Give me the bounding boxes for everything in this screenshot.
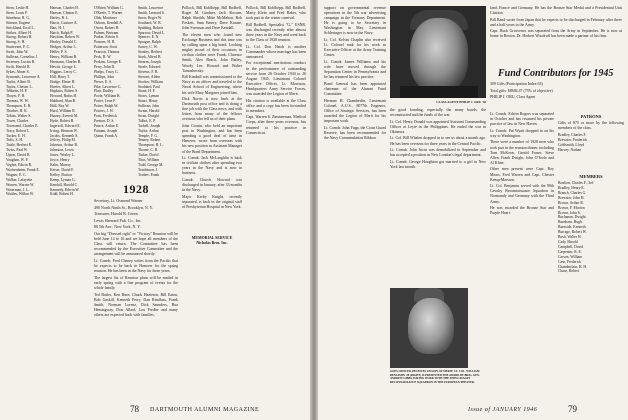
name-entry: Peck, R. W. [94, 55, 112, 60]
members-heading: MEMBERS [579, 174, 603, 179]
name-entry: Hedges, Arthur L. [50, 45, 77, 50]
name-entry: Ingersoll, Edward E. [50, 123, 81, 128]
name-entry: Porter, Leon F. [94, 99, 116, 104]
name-entry: Steele, Edward [138, 64, 161, 69]
name-entry: Sprague, Ralph [138, 40, 161, 45]
article-paragraph: Lt. Comdr. George Houghton got married to a girl in New York last month. [390, 159, 486, 169]
article-paragraph: Lt. Col. Henry Donald was appointed Assistant Commanding Officer at Leyte in the Philippines. He ended the war in Okinawa. [390, 119, 486, 134]
memorial-label: MEMORIAL SERVICE [191, 236, 233, 240]
name-entry: Walker, Lafayette [6, 177, 33, 182]
name-entry: Joyce, Henry [50, 158, 70, 163]
name-entry: Talbot, E. P. [138, 118, 156, 123]
name-entry: Stinehour, R. G. [6, 15, 30, 20]
name-entry: Patterson, Scott [94, 45, 118, 50]
fund-agent: PHILIP J. ORU, Class Agent [490, 95, 536, 100]
name-entry: Spencer, E. N. [138, 35, 160, 40]
issue-date: JANUARY 1946 [492, 407, 538, 413]
legion-of-merit-photo [390, 288, 468, 368]
name-entry: Hermann, Charles B. [50, 59, 82, 64]
name-entry: Waterman, J. L. [6, 187, 30, 192]
name-entry: Sparrow, David L. [138, 30, 166, 35]
name-entry: Wagner, E. C. [6, 172, 27, 177]
name-entry: Putnam, Joseph [94, 128, 118, 133]
class-treasurer: Treasurer, Harold B. Green [94, 211, 138, 216]
class-agent-photo [390, 6, 486, 98]
name-entry: Case, Frederick [558, 259, 582, 264]
name-entry: Johnson, Arthur B. [50, 143, 78, 148]
name-entry: Olds, Mortimer [94, 15, 117, 20]
name-entry: Taylor, Arthur [138, 128, 159, 133]
name-entry: Stark, Alfred B. [138, 55, 162, 60]
name-entry: Smith, Leonard S. [138, 10, 165, 15]
article-paragraph: Lt. Col. Don Hatch is another Commander whose marriage has been announced. [246, 44, 306, 59]
name-entry: Tobias, Walter S. [6, 113, 32, 118]
name-entry: Jones, Wesley L. [50, 153, 75, 158]
name-entry: O'Brien, William G. [94, 6, 124, 10]
name-entry: Tinker, David [138, 153, 159, 158]
name-entry: Hubbard, Alan R. [50, 99, 77, 104]
name-entry: Henry, William B. [50, 55, 77, 60]
class-treasurer-address: 80 5th Ave., New York, N. Y. [94, 224, 141, 229]
name-entry: Sturtevant, F. C. [6, 45, 30, 50]
name-entry: Wattles, Wilbur W. [6, 192, 34, 197]
names-column-1 [6, 6, 48, 386]
article-paragraph: Lt. Comdr. Fred Cheney writes from the Pacific that he expects to be back in Hanover for the spring reunion. He has been in the Navy for three years. [94, 258, 178, 274]
article-paragraph: Bond General has been appointed chairman of the Alumni Fund Committee. [324, 81, 386, 97]
name-entry: Bradley, Charles F. [558, 132, 587, 137]
name-entry: Stevens, F. B. [138, 69, 159, 74]
article-paragraph: The eleven men who found new Exchange Business and this time was by calling upon a big bond. Looking mighty proud of their occasions in civilian clothes were Frank, Clarence Smith, Alex Beach, John Bailey, Woody Lee, Howard and Walter Tomashevsky. [182, 32, 242, 73]
name-entry: Stuart, Henry [138, 99, 158, 104]
name-entry: Vaughan, W. F. [6, 158, 29, 163]
name-entry: Swan, Dwight [138, 113, 160, 118]
article-column-5 [182, 6, 242, 386]
article-paragraph: support on governmental revenue operations in the 5th war advertising campaign in the Treasury Department. He is going to be Secretary in Washington in May. Lieutenant Schlesinger is now in the Navy. [324, 6, 386, 36]
name-entry: Harley, R. L. [50, 15, 70, 20]
name-entry: Campbell, David [558, 244, 584, 249]
name-entry: Thayer, F. B. [6, 94, 26, 99]
class-treasurer-company: Lewis Sherrard Pub. Co., Inc. [94, 217, 142, 223]
magazine-title-footer: DARTMOUTH ALUMNI MAGAZINE [150, 407, 260, 413]
name-entry: Stewart, Alden [138, 74, 160, 79]
name-entry: Brewster, John H. [558, 195, 585, 200]
name-entry: Symonds, Lawrence A. [6, 74, 41, 79]
memorial-sub: Nicholas Bros. Inc. [196, 241, 228, 246]
name-entry: Perkins, George E. [94, 59, 122, 64]
article-paragraph: Lt. Comdr. John Yapp, the Coast Guard Reserve, has been recommended for the Navy Commendation Ribbon. [324, 125, 386, 140]
names-column-2 [50, 6, 92, 386]
names-column-4 [138, 6, 178, 176]
name-entry: Tarbell, Joseph [138, 123, 161, 128]
patrons-section [558, 112, 624, 172]
name-entry: Hussey, Everett M. [50, 113, 79, 118]
name-entry: Strickland, Errol L. [6, 25, 35, 30]
name-entry: Storrs, Lyman [138, 94, 159, 99]
article-paragraph: Our big "Dressed right" or "Victory" Reunion will be held June 14 to 16 and we hope all members of the Class will return. The Committee has been recommended by the Executive Committee and the arrangement will be announced shortly. [94, 232, 178, 257]
name-entry: Harris, Gustave A. [50, 20, 78, 25]
name-entry: Hurd, William R. [50, 109, 76, 114]
name-entry: Potter, Ralph W. [94, 104, 119, 109]
article-paragraph: John Cronin, who held an important post in Washington, and has been spending a good deal of time in Hanover, wrote from overseas with his new position as Assistant Manager of the Bond Department. [182, 124, 242, 154]
name-entry: Smith, Lawrence [138, 6, 164, 10]
article-column-r1 [324, 6, 386, 58]
article-paragraph: Bill Kimball was commissioned to the Navy as an officer and traveled to the Naval School of Engineering, where his wife Mary Margaret joined him. [182, 75, 242, 95]
name-entry: Tufts, S. H. [6, 138, 23, 143]
name-entry: Jeffrey, Philip M. [50, 138, 76, 143]
name-entry: Sullivan, John [138, 104, 160, 109]
name-entry: Toohey, Frank [138, 172, 160, 176]
issue-label: Issue of [468, 407, 491, 413]
name-entry: Taylor, Albert B. [6, 79, 31, 84]
article-paragraph: Major Kerby Knight, recently separated, is back in the original staff of Presbyterian Hospital in New York. [182, 194, 242, 209]
class-1928-section [94, 180, 178, 390]
article-paragraph: Capt. Warren S. Zimmerman, Medical Corps, after three years overseas, has returned to his practice in Connecticut. [246, 115, 306, 135]
article-column-r3 [490, 6, 622, 66]
fund-contributors-heading: Fund Contributors for 1945 [498, 68, 614, 79]
name-entry: Hanson, Charles H. [50, 6, 79, 10]
name-entry: Phillips, John [94, 74, 115, 79]
fund-summary [490, 82, 622, 112]
name-entry: Kemp, Lyman G. [50, 177, 76, 182]
name-entry: Thorne, C. B. [138, 148, 159, 153]
name-entry: Hopkins, Robert S. [50, 89, 79, 94]
article-paragraph: Bill Rodbell, Specialist "G," USNR, was discharged recently after almost three years in the Navy and went back to the Class of 1928 reunion. [246, 22, 306, 43]
name-entry: Burrage, Robert W. [558, 230, 587, 235]
name-entry: Powers, J. H. [94, 109, 114, 114]
article-paragraph: Lt. Comdr. James Williams and his wife have moved through the Separation Center in Pennsylvania and he has resumed his law practice. [324, 60, 386, 80]
name-entry: Stanley, Herbert [138, 50, 162, 55]
name-entry: Brown, F. Morton [558, 205, 585, 210]
name-entry: Howard, Rufus H. [50, 94, 78, 99]
name-entry: Thompson, E. R. [6, 104, 32, 109]
name-entry: Taylor, Chester L. [6, 84, 33, 89]
name-entry: Swett, John W. [6, 50, 29, 55]
name-entry: Veghte, Edwin B. [6, 163, 33, 167]
name-entry: Pierce, E. S. [94, 79, 113, 84]
name-entry: Hanson, Clinton E. [50, 10, 79, 15]
name-entry: Johnston, Lewis [50, 148, 74, 153]
name-entry: Hoefer, Albert L. [50, 84, 76, 89]
name-entry: Thomas, W. W. [6, 99, 29, 104]
name-entry: Stacey, C. W. [138, 45, 158, 50]
name-entry: Pearson, Thomas [94, 50, 120, 55]
article-paragraph: Lt. Col. Benjamin served with the 90th Cavalry Reconnaissance Squadron in Normandy and Germany with the Third Army. [490, 184, 554, 204]
names-column-3 [94, 6, 136, 176]
article-paragraph: Other men present were Capt. Roy Mears, Fred Warren and Capt. Chester Kemp-Marston. [490, 167, 554, 182]
name-entry: Thompson, H. L. [138, 143, 164, 148]
name-entry: Thurber, H. K. [6, 109, 28, 114]
name-entry: Jacobs, Kenneth A. [50, 133, 79, 138]
article-paragraph: Comdr. Church Howard was discharged in January, after 33 months in the Navy. [182, 178, 242, 193]
name-entry: Twiss, Paul W. [6, 148, 28, 153]
name-entry: Parker, Edwin S. [94, 35, 119, 40]
article-paragraph: Lt. Comdr. Jack McLaughlin is back in civilian clothes after spending two years in the Navy and is now in business. [182, 156, 242, 176]
article-paragraph: Dick Norris is now back at the Dartmouth post office and is doing a fine job with the Class news, and with letters from many of the fellows overseas who tell us of their plans. [182, 97, 242, 122]
name-entry: Brown, Arthur R. [558, 200, 584, 205]
name-entry: Warren, Warren W. [6, 182, 35, 187]
name-entry: Bush, Walter H. [558, 235, 582, 240]
name-entry: Prince, Arthur E. [94, 123, 119, 128]
name-entry: Harvey, Nathan [558, 147, 582, 152]
members-section [558, 172, 624, 382]
name-entry: Chamberlain, H. H. [558, 264, 587, 269]
name-entry: Strong, S. H. [6, 40, 26, 45]
name-entry: Tower, Charles [6, 118, 29, 123]
fund-total: Total gifts: $8684.47 (75% of objective) [490, 88, 553, 93]
name-entry: Temple, F. G. [138, 133, 159, 138]
article-paragraph: His citation is available at the Class office and a copy has been forwarded to members. [246, 98, 306, 113]
article-paragraph: land, France and Germany. He has the Bronze Star Medal and a Presidential Unit Citation. [490, 6, 622, 16]
article-paragraph: Ted Butler, Ken Burn, Chuck Hazleton, Bill Eaton, Bob Gaskill, Kenneth Perry, Dan Rindfuss, Frank Smith, Norman Lorenz, Dick Saunders, Buz Hemingway, Don Allard, Lou Fiedler and many others are expected back with families. [94, 292, 178, 317]
name-entry: Palmer, Bertram [94, 30, 119, 35]
name-entry: Burnham, Hugh [558, 220, 582, 225]
patrons-heading: PATRONS [580, 114, 602, 119]
class-agent-caption: CLASS AGENT PHILIP J. ORU '28 [436, 100, 486, 104]
name-entry: Chase, Robert [558, 269, 579, 274]
name-entry: Hewitt, George L. [50, 64, 77, 69]
name-entry: Todd, George M. [138, 163, 164, 167]
name-entry: Stearns, Joseph [138, 59, 161, 64]
name-entry: Tucker, E. H. [6, 133, 26, 138]
name-entry: Strikes, Albert H. [6, 30, 32, 35]
article-paragraph: Bill Rand wrote from Japan that he expects to be discharged in February after three and a half years in the Army. [490, 17, 622, 27]
name-entry: Titus, William [138, 158, 160, 163]
name-entry: Osborn, Kendall A. [94, 20, 123, 25]
name-entry: Southard, W. B. [138, 20, 162, 25]
name-entry: Sweeney, Lucius B. [6, 59, 36, 64]
class-secretary: Secretary, Lt. Osmond Warner [94, 198, 143, 203]
name-entry: Tomlinson, J. [138, 167, 158, 172]
name-entry: Spalding, Robert [138, 25, 163, 30]
name-entry: Phelps, Tracy G. [94, 69, 119, 74]
name-entry: Sullivan, Cornelius J. [6, 55, 38, 60]
name-entry: Carson, William [558, 254, 583, 259]
name-entry: Buchanan, Dwight [558, 215, 586, 220]
name-entry: Stone, H. F. [138, 89, 156, 94]
page-number-right: 79 [568, 404, 577, 414]
issue-footer [468, 406, 537, 414]
name-entry: Hull, Ray W. [50, 104, 70, 109]
name-entry: Keiser, David F. [50, 167, 74, 172]
name-entry: Parsons, H. B. [94, 40, 116, 45]
article-paragraph: He was awarded the Bronze Star and Purple Heart. [490, 206, 554, 216]
name-entry: Irving, Herman W. [50, 128, 78, 133]
article-paragraph: Lt. Comdr. Edwin Rogers was separated in October and has resumed his private practice of law in New Haven. [490, 112, 554, 127]
name-entry: Brown, John S. [558, 210, 581, 215]
name-entry: Healey, Donald C. [50, 40, 78, 45]
article-column-r2 [390, 108, 486, 283]
name-entry: Wachenheim, Frank E. [6, 167, 40, 172]
article-paragraph: Lt. Comdr. Pat Wyatt dropped in on his way to Washington. [490, 128, 554, 138]
name-entry: Kelley, Burton [50, 172, 72, 177]
article-paragraph: Lt. Col. Kelvin Chaplin also received Lt. Colonel rank for his work as Executive Officer at the Army Training Center. [324, 38, 386, 58]
name-entry: Perry, John D. [94, 64, 116, 69]
article-column-r4 [490, 112, 554, 382]
patrons-text: Gifts of $75 or more by the following members of the class. [558, 121, 624, 131]
name-entry: Branch, Charles G. [558, 190, 587, 195]
name-entry: Pratt, Frederick [94, 113, 117, 118]
page-gutter [310, 0, 318, 420]
name-entry: Tebbetts, H. P. [6, 89, 28, 94]
class-heading: 1928 [123, 182, 149, 196]
name-entry: Hill, Harry T. [50, 74, 70, 79]
name-entry: Owen, Robert H. [94, 25, 120, 30]
name-entry: Tuttle, Herbert E. [6, 143, 32, 148]
article-paragraph: Capt. Buck Grosvenor was separated from the Army in September. He is now at home in Boston. Dr. Herbert Woodruff has been made a partner of his firm. [490, 29, 622, 39]
name-entry: Stinson, Eugene [6, 20, 30, 25]
class-secretary-address: 490 North Ninth St., Brooklyn, N. Y. [94, 204, 154, 210]
article-paragraph: Lt. Col. Bill Whalen dropped in to see us about a month ago. He has been overseas for three years in the Central Pacific. [390, 136, 486, 146]
memorial-notice [182, 236, 242, 250]
name-entry: Hatch, Ralph P. [50, 30, 73, 35]
article-paragraph: Pollock, Bill Kohlhepp, Bill Rodbell, Roger M. Gardner, Jack Slocum, Ralph Sheilds, Mike McMahon, Bob Foskett, Sam Emery, Dave Krause, John Swenson and Dave Kendall. [182, 6, 242, 31]
name-entry: Heller, F. S. [50, 50, 68, 55]
name-entry: Higgins, Leroy C. [50, 69, 77, 74]
name-entry: Carpenter, R. E. [558, 249, 582, 254]
name-entry: Sykes, Abner S. [6, 69, 30, 74]
article-paragraph: Pollock, Bill Kohlhepp, Bill Rodbell, Marty Klein and Fred Baker, who took part in the winter carnival. [246, 6, 306, 21]
name-entry: Tenney, Robert [138, 138, 161, 143]
name-entry: Tracy, Robert L. [6, 128, 31, 133]
right-page [318, 0, 628, 420]
name-entry: Hyde, Robert B. [50, 118, 75, 123]
name-entry: Stocker, William [138, 79, 163, 84]
name-entry: Kennedy, Edwin W. [50, 187, 80, 192]
name-entry: Stern, Leslie H. [6, 6, 30, 10]
name-entry: Cady, Harold [558, 239, 578, 244]
name-entry: Hawkins, Robert W. [50, 35, 80, 40]
article-paragraph: the good bonding, especially the many bonds, the reconstructed and the funds of the war. [390, 108, 486, 118]
name-entry: Bradley, Henry E. [558, 186, 585, 190]
name-entry: Upton, David B. [6, 153, 31, 158]
name-entry: Kidd, Robert H. [50, 192, 74, 197]
name-entry: Townsend, Charles E. [6, 123, 39, 128]
fund-gifts: 309 Gifts (Participation Index 63) [490, 82, 543, 86]
page-number-left: 78 [130, 404, 139, 414]
name-entry: Quinn, Frank A. [94, 133, 118, 138]
name-entry: Strong, Robert H. [6, 35, 33, 40]
name-entry: Brewster, Frederick [558, 137, 588, 142]
name-entry: Hodge, Elmer H. [50, 79, 76, 84]
name-entry: Stoddard, Paul [138, 84, 160, 89]
name-entry: O'Keefe, T. Warner [94, 10, 123, 15]
name-entry: Poole, William B. [94, 94, 121, 99]
article-column-r1b [324, 60, 386, 390]
article-paragraph: There were a number of 1928 men who took part in the reunion dinner, including Tom McKeon, Gerald Fraser, Steve Allen, Frank Dwight, John O'Toole and Al Kline. [490, 140, 554, 165]
name-entry: Platt, Dudley [94, 89, 114, 94]
name-entry: Burnside, Kenneth [558, 225, 586, 230]
name-entry: Boulton, Charles F., 3rd [558, 181, 594, 186]
article-paragraph: Lt. Comdr. John Irwin was demobilized in September and has accepted a position in New London's legal department. [390, 148, 486, 158]
left-page [0, 0, 310, 420]
article-column-6 [246, 6, 306, 386]
legion-of-merit-caption: GOES OFFICER RECEIVES LEGION OF MERIT: LT. COL. WILLIAM BENJAMIN '28 (RIGHT) IS PRESENTED THE AWARD BY BRIG. GEN. ANDREW GIBBS FOR HIS WORK WITH THE 90TH CAVALRY RECONNAISSANCE SQUADRON IN THE EUROPEAN THEATER. [390, 370, 480, 384]
name-entry: Snow, Roger W. [138, 15, 162, 20]
name-entry: Pike, Lawrence C. [94, 84, 122, 89]
article-paragraph: The largest list of Reunion plans will be mailed in early spring with a fine program of events for the whole family. [94, 275, 178, 290]
name-entry: Goldsmith, Lloyd [558, 142, 585, 147]
name-entry: Preston, D. S. [94, 118, 115, 123]
name-entry: Stern, Louis P. [6, 10, 28, 15]
name-entry: Swift, Harold B. [6, 64, 31, 69]
name-entry: Swain, Harold [138, 109, 160, 114]
name-entry: Kahn, Murray [50, 163, 71, 167]
name-entry: Kendall, Harold C. [50, 182, 79, 187]
article-paragraph: Herman H. Chamberlin, Lieutenant Colonel, A.U.S., 8077th Engineer, Office of Strategic Services, has been awarded the Legion of Merit for his important work. [324, 98, 386, 124]
name-entry: Hart, H. J. [50, 25, 66, 30]
article-paragraph: For exceptional meritorious conduct in the performance of outstanding service from 26 October 1944 to 26 August 1945, Lieutenant Colonel Executive Officer, Lt. Morrison, Headquarters Army Service Forces, was awarded the Legion of Merit. [246, 61, 306, 96]
